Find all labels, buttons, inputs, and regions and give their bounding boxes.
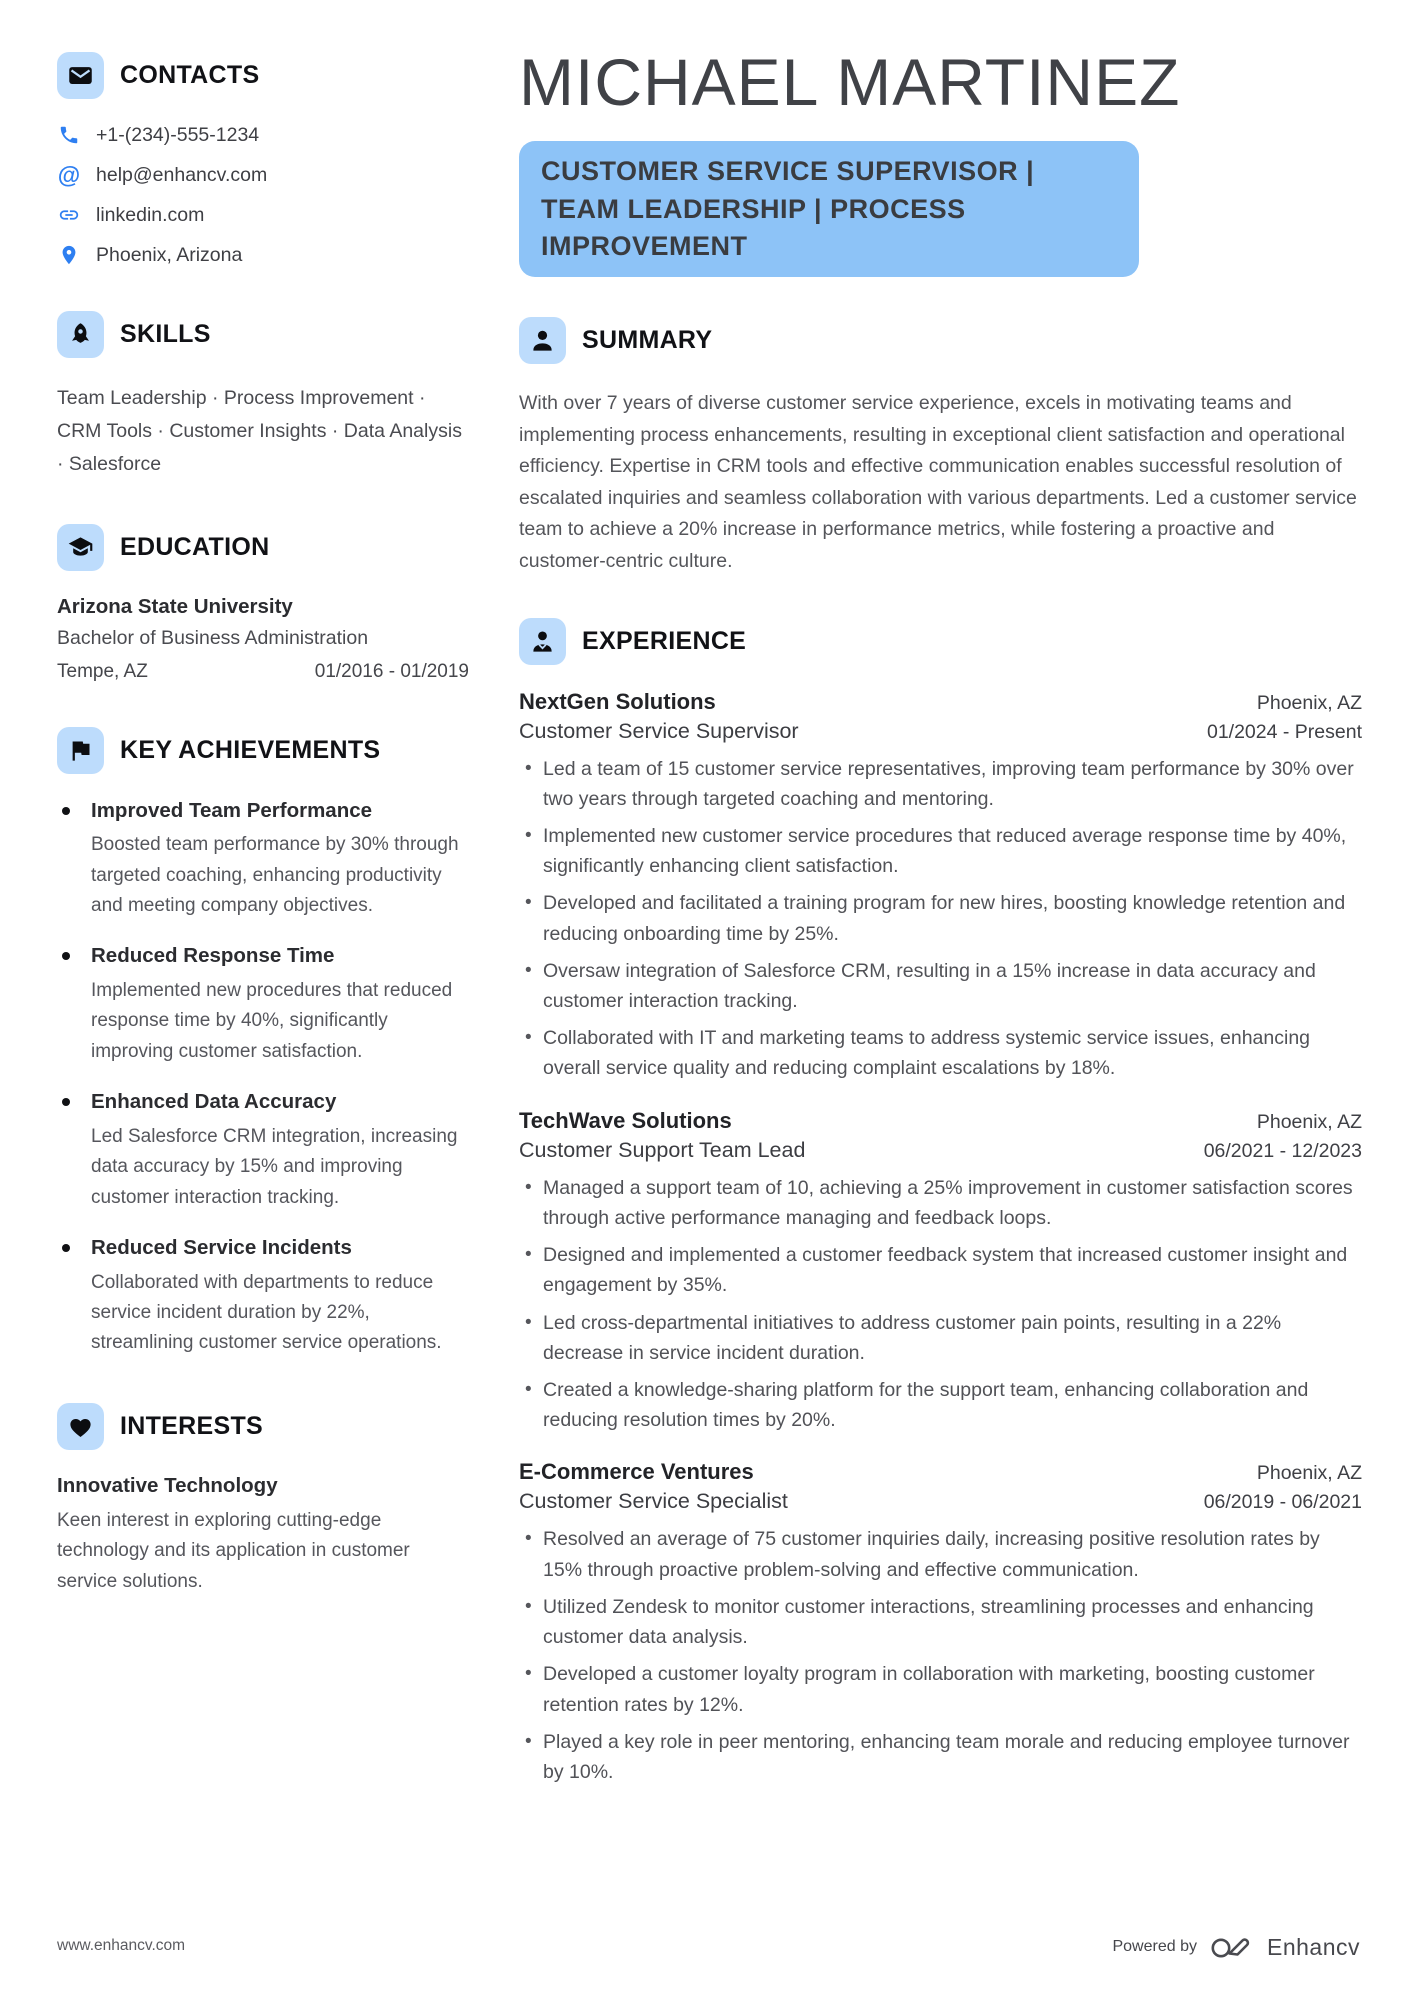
email-at-icon: @: [57, 161, 81, 188]
job-bullet: • Managed a support team of 10, achieving a 25% improvement in customer satisfaction scores through active performance managing and feedback loops.: [519, 1173, 1362, 1233]
education-degree: Bachelor of Business Administration: [57, 627, 369, 650]
job-bullet-list: [519, 1524, 1362, 1787]
link-icon: [57, 203, 81, 227]
job-bullet: • Played a key role in peer mentoring, enhancing team morale and reducing employee turnover by 10%.: [519, 1727, 1362, 1787]
achievement-body: Collaborated with departments to reduce service incident duration by 22%, streamlining customer service operations.: [91, 1271, 442, 1354]
job-role: Customer Support Team Lead: [519, 1137, 806, 1162]
education-heading: EDUCATION: [120, 533, 270, 562]
achievement-title: Reduced Response Time: [91, 944, 335, 968]
interests-heading: INTERESTS: [120, 1411, 263, 1440]
person-name: MICHAEL MARTINEZ: [519, 45, 1181, 119]
contact-email[interactable]: [57, 163, 469, 187]
job-bullet: • Implemented new customer service procedures that reduced average response time by 40%, significantly enhancing client satisfaction.: [519, 821, 1362, 881]
main-column: [519, 45, 1362, 1811]
skills-list: Team Leadership · Process Improvement · CRM Tools · Customer Insights · Data Analysis · Salesforce: [57, 387, 462, 475]
contacts-section: [57, 52, 469, 267]
education-dates: 01/2016 - 01/2019: [314, 660, 469, 682]
achievements-heading: KEY ACHIEVEMENTS: [120, 735, 381, 764]
enhancv-logo-icon: [1209, 1931, 1255, 1963]
job-bullet: • Led a team of 15 customer service representatives, improving team performance by 30% over two years through targeted coaching and mentoring.: [519, 754, 1362, 814]
achievement-title: Improved Team Performance: [91, 798, 373, 822]
graduation-cap-icon: [57, 524, 104, 571]
job-company: TechWave Solutions: [519, 1107, 732, 1133]
job-location: Phoenix, AZ: [1256, 691, 1362, 714]
job-bullet: • Led cross-departmental initiatives to address customer pain points, resulting in a 22% decrease in service incident duration.: [519, 1308, 1362, 1368]
phone-icon: [57, 123, 81, 147]
achievement-item: [57, 1235, 469, 1359]
job-bullet: • Utilized Zendesk to monitor customer interactions, streamlining processes and enhancing customer data analysis.: [519, 1592, 1362, 1652]
bullet-dot: [62, 1098, 70, 1106]
achievement-item: [57, 1089, 469, 1213]
job-title-badge: CUSTOMER SERVICE SUPERVISOR | TEAM LEADERSHIP | PROCESS IMPROVEMENT: [519, 141, 1139, 277]
achievement-title: Enhanced Data Accuracy: [91, 1090, 337, 1114]
summary-text: With over 7 years of diverse customer service experience, excels in motivating teams and implementing process enhancements, resulting in exceptional client satisfaction and operational efficiency. Expertise in CRM tools and effective communication enables successful resolution of escalated inquiries and seamless collaboration with various departments. Led a customer service team to achieve a 20% increase in performance metrics, while fostering a proactive and customer-centric culture.: [519, 392, 1357, 572]
rocket-icon: [57, 311, 104, 358]
job-entry: [519, 1108, 1362, 1436]
interests-section: [57, 1403, 469, 1597]
job-company: NextGen Solutions: [519, 688, 716, 714]
job-entry: [519, 689, 1362, 1084]
contact-email-text: help@enhancv.com: [96, 163, 268, 186]
experience-section: [519, 618, 1362, 1788]
experience-heading: EXPERIENCE: [582, 626, 747, 655]
footer-site-url[interactable]: www.enhancv.com: [57, 1937, 186, 1954]
powered-by-block[interactable]: [1112, 1931, 1360, 1963]
achievement-item: [57, 943, 469, 1067]
contact-phone: [57, 123, 469, 147]
job-bullet-list: [519, 754, 1362, 1084]
interest-title: Innovative Technology: [57, 1473, 278, 1497]
person-suit-icon: [519, 618, 566, 665]
contact-location: [57, 243, 469, 267]
contact-location-text: Phoenix, Arizona: [96, 243, 243, 266]
job-role: Customer Service Supervisor: [519, 718, 799, 743]
contact-linkedin[interactable]: [57, 203, 469, 227]
enhancv-brand-name: Enhancv: [1266, 1933, 1360, 1960]
job-bullet-list: [519, 1173, 1362, 1436]
education-section: [57, 524, 469, 682]
job-bullet: • Developed a customer loyalty program in collaboration with marketing, boosting customer retention rates by 12%.: [519, 1659, 1362, 1719]
sidebar-column: [57, 52, 469, 1811]
bullet-dot: [62, 952, 70, 960]
location-pin-icon: [57, 243, 81, 267]
achievement-item: [57, 798, 469, 922]
skills-section: [57, 311, 469, 480]
heart-icon: [57, 1403, 104, 1450]
interest-body: Keen interest in exploring cutting-edge technology and its application in customer service solutions.: [57, 1509, 410, 1592]
job-location: Phoenix, AZ: [1256, 1462, 1362, 1485]
achievement-body: Boosted team performance by 30% through targeted coaching, enhancing productivity and meeting company objectives.: [91, 834, 459, 916]
job-bullet: • Resolved an average of 75 customer inquiries daily, increasing positive resolution rates by 15% through proactive problem-solving and effective communication.: [519, 1524, 1362, 1584]
education-location: Tempe, AZ: [57, 660, 148, 682]
bullet-dot: [62, 1244, 70, 1252]
summary-section: [519, 317, 1362, 577]
job-dates: 06/2021 - 12/2023: [1203, 1139, 1362, 1162]
achievements-section: [57, 727, 469, 1359]
achievement-title: Reduced Service Incidents: [91, 1235, 352, 1259]
bullet-dot: [62, 807, 70, 815]
envelope-icon: [57, 52, 104, 99]
job-bullet: • Created a knowledge-sharing platform for the support team, enhancing collaboration and reducing resolution times by 20%.: [519, 1375, 1362, 1435]
achievement-body: Implemented new procedures that reduced response time by 40%, significantly improving customer satisfaction.: [91, 980, 453, 1062]
job-location: Phoenix, AZ: [1256, 1110, 1362, 1133]
job-bullet: • Developed and facilitated a training program for new hires, boosting knowledge retention and reducing onboarding time by 25%.: [519, 888, 1362, 948]
job-dates: 06/2019 - 06/2021: [1203, 1491, 1362, 1514]
summary-heading: SUMMARY: [582, 326, 713, 355]
person-icon: [519, 317, 566, 364]
skills-heading: SKILLS: [120, 320, 211, 348]
job-bullet: • Designed and implemented a customer feedback system that increased customer insight and engagement by 35%.: [519, 1240, 1362, 1300]
job-bullet: • Collaborated with IT and marketing teams to address systemic service issues, enhancing overall service quality and reducing complaint escalations by 18%.: [519, 1023, 1362, 1083]
contact-linkedin-text: linkedin.com: [96, 203, 205, 226]
job-bullet: • Oversaw integration of Salesforce CRM, resulting in a 15% increase in data accuracy and customer interaction tracking.: [519, 956, 1362, 1016]
contacts-heading: CONTACTS: [120, 61, 260, 89]
job-company: E-Commerce Ventures: [519, 1459, 754, 1485]
job-dates: 01/2024 - Present: [1206, 720, 1362, 743]
job-role: Customer Service Specialist: [519, 1489, 788, 1514]
contact-phone-text: +1-(234)-555-1234: [96, 123, 260, 146]
achievement-body: Led Salesforce CRM integration, increasing data accuracy by 15% and improving customer interaction tracking.: [91, 1125, 458, 1208]
powered-by-label: Powered by: [1112, 1938, 1197, 1955]
education-school: Arizona State University: [57, 595, 293, 619]
job-entry: [519, 1459, 1362, 1787]
flag-icon: [57, 727, 104, 774]
